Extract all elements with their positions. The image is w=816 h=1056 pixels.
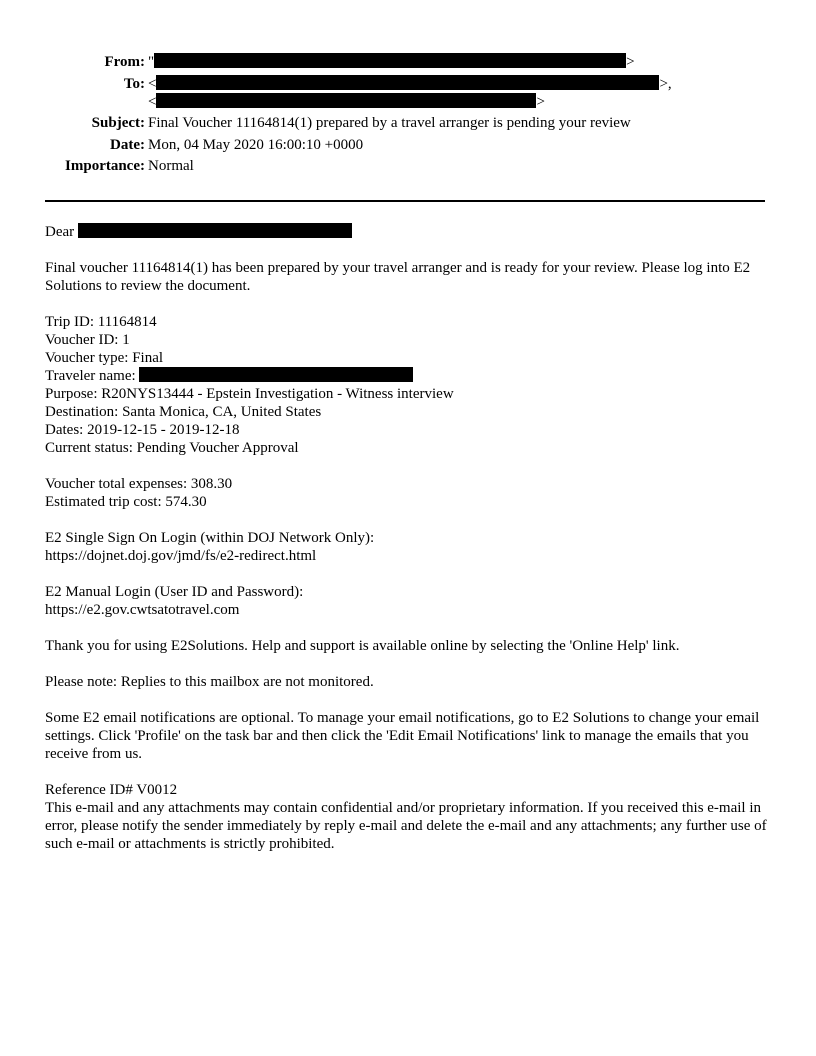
email-body bbox=[45, 223, 773, 853]
manual-login-url[interactable]: https://e2.gov.cwtsatotravel.com bbox=[45, 602, 240, 618]
from-suffix: > bbox=[626, 54, 635, 70]
subject-value: Final Voucher 11164814(1) prepared by a travel arranger is pending your review bbox=[148, 115, 631, 131]
reference-id: Reference ID# V0012 bbox=[45, 782, 178, 798]
purpose: Purpose: R20NYS13444 - Epstein Investigation - Witness interview bbox=[45, 386, 454, 402]
thanks-paragraph: Thank you for using E2Solutions. Help and support is available online by selecting the 'Online Help' link. bbox=[45, 638, 680, 654]
subject-label: Subject: bbox=[91, 115, 145, 131]
disclaimer-paragraph: This e-mail and any attachments may contain confidential and/or proprietary information. If you received this e-mail in error, please notify the sender immediately by reply e-mail and delete the e-mail and any attachments; any further use of such e-mail or attachments is strictly prohibited. bbox=[45, 800, 767, 852]
from-row bbox=[0, 53, 816, 75]
note-paragraph: Please note: Replies to this mailbox are not monitored. bbox=[45, 674, 374, 690]
header-divider bbox=[45, 200, 765, 202]
email-header bbox=[0, 53, 816, 179]
date-label: Date: bbox=[110, 136, 145, 153]
redaction-block bbox=[78, 223, 352, 238]
date-row bbox=[0, 136, 816, 158]
destination: Destination: Santa Monica, CA, United States bbox=[45, 404, 322, 420]
importance-label: Importance: bbox=[65, 158, 145, 174]
redaction-block bbox=[139, 367, 413, 382]
greeting-line bbox=[45, 223, 773, 241]
redaction-block bbox=[156, 93, 536, 108]
dates: Dates: 2019-12-15 - 2019-12-18 bbox=[45, 422, 240, 438]
importance-row bbox=[0, 157, 816, 179]
traveler-name-line bbox=[45, 367, 773, 385]
greeting: Dear bbox=[45, 224, 75, 240]
subject-row bbox=[0, 114, 816, 136]
to-value-2 bbox=[148, 93, 545, 111]
to-prefix: < bbox=[148, 75, 157, 92]
to2-prefix: < bbox=[148, 93, 157, 110]
sso-login-url[interactable]: https://dojnet.doj.gov/jmd/fs/e2-redirect.html bbox=[45, 548, 317, 564]
to-suffix: >, bbox=[659, 75, 672, 92]
from-prefix: " bbox=[148, 54, 155, 70]
from-value bbox=[148, 53, 635, 71]
to2-suffix: > bbox=[536, 93, 545, 110]
trip-id: Trip ID: 11164814 bbox=[45, 314, 157, 330]
voucher-type: Voucher type: Final bbox=[45, 350, 164, 366]
to-row bbox=[0, 75, 816, 93]
manual-login-label: E2 Manual Login (User ID and Password): bbox=[45, 584, 304, 600]
redaction-block bbox=[156, 75, 659, 90]
intro-paragraph: Final voucher 11164814(1) has been prepared by your travel arranger and is ready for your review. Please log into E2 Solutions to review the document. bbox=[45, 260, 751, 294]
optional-notifications-paragraph: Some E2 email notifications are optional. To manage your email notifications, go to E2 Solutions to change your email settings. Click 'Profile' on the task bar and then click the 'Edit Email Notifications' link to manage the emails that you receive from us. bbox=[45, 710, 760, 762]
to-value bbox=[148, 75, 672, 93]
to-label: To: bbox=[123, 75, 145, 92]
importance-value: Normal bbox=[148, 158, 194, 174]
from-label: From: bbox=[104, 54, 145, 70]
traveler-label: Traveler name: bbox=[45, 368, 136, 384]
voucher-total-expenses: Voucher total expenses: 308.30 bbox=[45, 476, 233, 492]
redaction-block bbox=[154, 53, 626, 68]
voucher-id: Voucher ID: 1 bbox=[45, 332, 130, 348]
estimated-trip-cost: Estimated trip cost: 574.30 bbox=[45, 494, 207, 510]
to-row-2 bbox=[0, 93, 816, 115]
sso-login-label: E2 Single Sign On Login (within DOJ Network Only): bbox=[45, 530, 375, 546]
current-status: Current status: Pending Voucher Approval bbox=[45, 440, 299, 456]
date-value: Mon, 04 May 2020 16:00:10 +0000 bbox=[148, 136, 364, 153]
